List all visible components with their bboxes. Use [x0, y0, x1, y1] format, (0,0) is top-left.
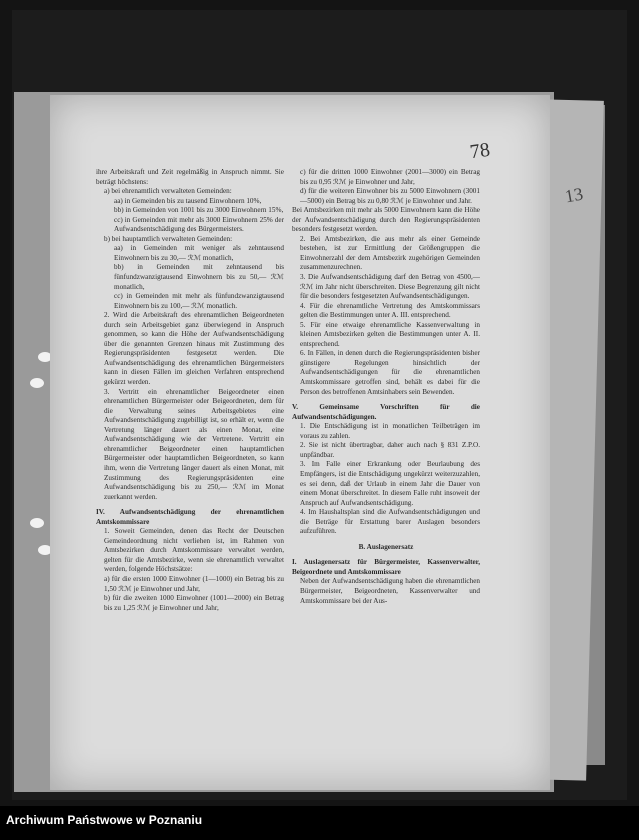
paragraph: Neben der Aufwandsentschädigung haben die ehrenamtlichen Bürgermeister, Beigeordneten, Kassenverwalter und Amtskommissare bei der Aus- [300, 577, 480, 605]
paragraph: 2. Bei Amtsbezirken, die aus mehr als einer Gemeinde bestehen, ist zur Ermittlung der Größengruppen die Einwohnerzahl der dem Amtsbezirk zugehörigen Gemeinden zusammenzurechnen. [300, 234, 480, 272]
paragraph: I. Auslagenersatz für Bürgermeister, Kassenverwalter, Beigeordnete und Amtskommissare [292, 558, 480, 576]
paragraph: ihre Arbeitskraft und Zeit regelmäßig in Anspruch nimmt. Sie beträgt höchstens: [96, 168, 284, 186]
paragraph: 4. Für die ehrenamtliche Vertretung des Amtskommissars gelten die Bestimmungen unter A. III. entsprechend. [300, 301, 480, 320]
paragraph: 6. In Fällen, in denen durch die Regierungspräsidenten bisher günstigere Regelungen hinsichtlich der Aufwandsentschädigungen für die ehrenamtlichen Amtskommissare getroffen sind, behält es dabei für die Person des betroffenen Amtsinhabers sein Bewenden. [300, 349, 480, 396]
archive-name: Archiwum Państwowe w Poznaniu [6, 813, 203, 827]
paragraph: 1. Die Entschädigung ist in monatlichen Teilbeträgen im voraus zu zahlen. [300, 422, 480, 440]
punch-hole [30, 518, 44, 528]
paragraph: aa) in Gemeinden mit weniger als zehntausend Einwohnern bis zu 30,— ℛℳ monatlich, [114, 244, 284, 262]
paragraph: cc) in Gemeinden mit mehr als fünfundzwanzigtausend Einwohnern bis zu 100,— ℛℳ monatlich. [114, 292, 284, 310]
paragraph: 3. Im Falle einer Erkrankung oder Beurlaubung des Empfängers, ist die Entschädigung ungekürzt weiterzuzahlen, es sei denn, daß der Urlaub in einem Jahr die Dauer von einem Monat überschreitet. In diesem Falle ruht insoweit der Anspruch auf Aufwandsentschädigung. [300, 460, 480, 507]
paragraph: 5. Für eine etwaige ehrenamtliche Kassenverwaltung in kleinen Amtsbezirken gelten die Bestimmungen unter A. II. entsprechend. [300, 320, 480, 348]
margin-note: 13 [563, 183, 585, 207]
paragraph: a) bei ehrenamtlich verwalteten Gemeinden: [104, 187, 232, 196]
paragraph: B. Auslagenersatz [358, 542, 414, 551]
paragraph: bb) in Gemeinden von 1001 bis zu 3000 Einwohnern 15%, [114, 206, 284, 215]
paragraph: b) bei hauptamtlich verwalteten Gemeinden: [104, 234, 233, 243]
paragraph: V. Gemeinsame Vorschriften für die Aufwandsentschädigungen. [292, 403, 480, 421]
paragraph: c) für die dritten 1000 Einwohner (2001—3000) ein Betrag bis zu 0,95 ℛℳ je Einwohner und Jahr, [300, 168, 480, 186]
page-number: 78 [468, 138, 492, 164]
right-column [292, 168, 480, 606]
paragraph: bb) in Gemeinden mit zehntausend bis fünfundzwanzigtausend Einwohnern bis zu 50,— ℛℳ monatlich, [114, 263, 284, 291]
paragraph: 2. Sie ist nicht übertragbar, daher auch nach § 831 Z.P.O. unpfändbar. [300, 441, 480, 459]
paragraph: 1. Soweit Gemeinden, denen das Recht der Deutschen Gemeindeordnung nicht verliehen ist, im Rahmen von Amtsbezirken durch Amtskommissare verwaltet werden, gelten für die Amtsbezirke, wenn sie ehrenamtlich verwaltet werden, folgende Höchstsätze: [104, 527, 284, 574]
paragraph: Bei Amtsbezirken mit mehr als 5000 Einwohnern kann die Höhe der Aufwandsentschädigung durch den Regierungspräsidenten besonders festgesetzt werden. [292, 206, 480, 234]
punch-hole [30, 378, 44, 388]
paragraph: 3. Vertritt ein ehrenamtlicher Beigeordneter einen ehrenamtlichen Bürgermeister oder Beigeordneten, dem für die Verwaltung seines Arbeitsgebietes eine Aufwandsentschädigung zugebilligt ist, so erhält er, wenn die Vertretung länger dauert als einen Monat, eine Aufwandsentschädigung wie der Vertretene. Vertritt ein ehrenamtlicher Beigeordneter einen hauptamtlichen Bürgermeister oder hauptamtlichen Beigeordneten, so kann ihm, wenn die Vertretung länger dauert als einen Monat, mit Zustimmung des Regierungspräsidenten eine Aufwandsentschädigung bis zu 250,— ℛℳ im Monat zuerkannt werden. [104, 387, 284, 501]
paragraph: d) für die weiteren Einwohner bis zu 5000 Einwohnern (3001—5000) ein Betrag bis zu 0,80 ℛℳ je Einwohner und Jahr. [300, 187, 480, 205]
paragraph: IV. Aufwandsentschädigung der ehrenamtlichen Amtskommissare [96, 508, 284, 526]
paragraph: b) für die zweiten 1000 Einwohner (1001—2000) ein Betrag bis zu 1,25 ℛℳ je Einwohner und Jahr, [104, 594, 284, 612]
archive-footer [0, 806, 639, 840]
left-column [96, 168, 284, 613]
paragraph: cc) in Gemeinden mit mehr als 3000 Einwohnern 25% der Aufwandsentschädigung des Bürgermeisters. [114, 215, 284, 234]
document-page [50, 95, 550, 790]
paragraph: a) für die ersten 1000 Einwohner (1—1000) ein Betrag bis zu 1,50 ℛℳ je Einwohner und Jahr, [104, 574, 284, 593]
paragraph: 4. Im Haushaltsplan sind die Aufwandsentschädigungen und die Beträge für Erstattung barer Auslagen besonders aufzuführen. [300, 508, 480, 536]
paragraph: aa) in Gemeinden bis zu tausend Einwohnern 10%, [114, 196, 262, 205]
paragraph: 2. Wird die Arbeitskraft des ehrenamtlichen Beigeordneten durch sein Arbeitsgebiet ganz überwiegend in Anspruch genommen, so kann die Höhe der Aufwandsentschädigung über die genannten Grenzen hinaus mit Zustimmung des Regierungspräsidenten festgesetzt werden. Die Aufwandsentschädigung des ehrenamtlichen Bürgermeisters kann in diesen Fällen im gleichen Verfahren entsprechend gekürzt werden. [104, 311, 284, 387]
paragraph: 3. Die Aufwandsentschädigung darf den Betrag von 4500,— ℛℳ im Jahr nicht überschreiten. Diese Begrenzung gilt nicht für die besonders festgesetzten Aufwandsentschädigungen. [300, 273, 480, 301]
